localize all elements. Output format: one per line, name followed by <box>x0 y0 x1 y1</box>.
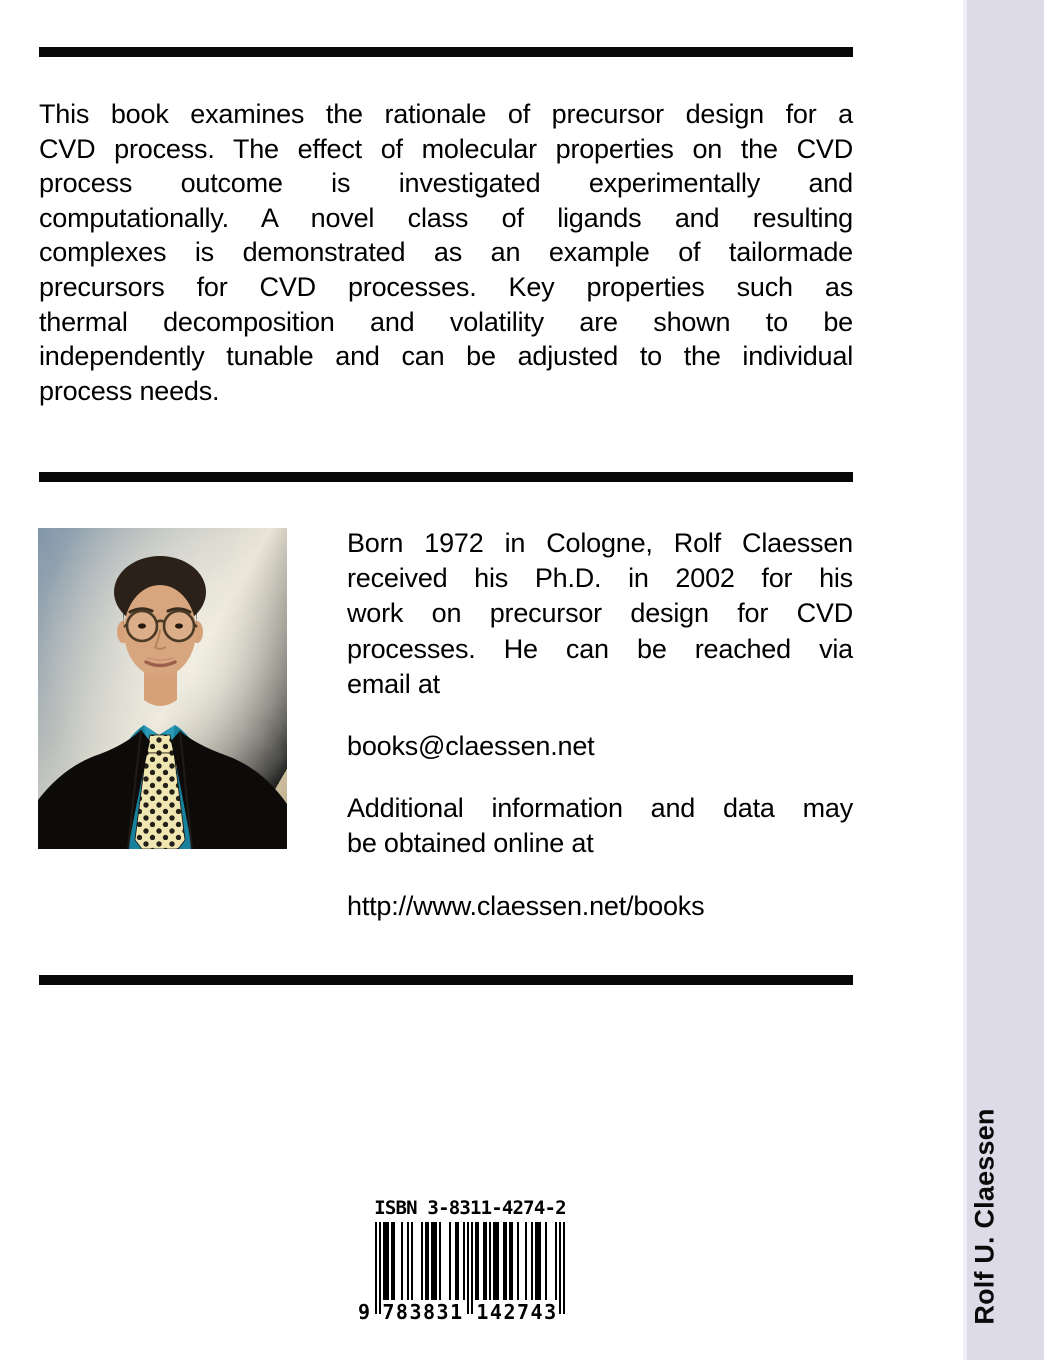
text-line: work on precursor design for CVD <box>347 598 853 629</box>
text-line: be obtained online at <box>347 828 594 859</box>
text-line: Additional information and data may <box>347 793 853 824</box>
isbn-barcode <box>357 1197 566 1327</box>
barcode-left-digits: 783831 <box>382 1300 464 1324</box>
isbn-number: ISBN 3-8311-4274-2 <box>374 1197 566 1219</box>
text-line: processes. He can be reached via <box>347 633 853 664</box>
author-website-url: http://www.claessen.net/books <box>347 890 705 921</box>
bio-paragraph-2 <box>347 791 853 861</box>
text-line: email at <box>347 668 440 699</box>
barcode-right-digits: 142743 <box>476 1300 558 1324</box>
divider-bottom <box>39 975 853 985</box>
text-line: This book examines the rationale of precursor design for a <box>39 99 853 129</box>
synopsis-text <box>39 97 853 408</box>
barcode-lead-digit: 9 <box>357 1300 370 1324</box>
text-line: computationally. A novel class of ligands and resulting <box>39 202 853 233</box>
text-line: complexes is demonstrated as an example of tailormade <box>39 237 853 268</box>
text-line: Born 1972 in Cologne, Rolf Claessen <box>347 528 853 558</box>
text-line: process outcome is investigated experimentally and <box>39 168 853 199</box>
text-line: process needs. <box>39 375 220 406</box>
text-line: independently tunable and can be adjusted to the individual <box>39 341 853 372</box>
spine-author-name: Rolf U. Claessen <box>969 1108 1000 1325</box>
bio-paragraph-1 <box>347 526 853 702</box>
book-spine <box>963 0 1044 1360</box>
text-line: CVD process. The effect of molecular properties on the CVD <box>39 133 853 164</box>
text-line: received his Ph.D. in 2002 for his <box>347 563 853 594</box>
text-line: thermal decomposition and volatility are shown to be <box>39 306 853 337</box>
author-bio <box>347 526 853 924</box>
text-line: precursors for CVD processes. Key properties such as <box>39 271 853 302</box>
author-photo <box>38 528 287 849</box>
divider-middle <box>39 472 853 482</box>
author-email: books@claessen.net <box>347 731 595 762</box>
divider-top <box>39 47 853 57</box>
